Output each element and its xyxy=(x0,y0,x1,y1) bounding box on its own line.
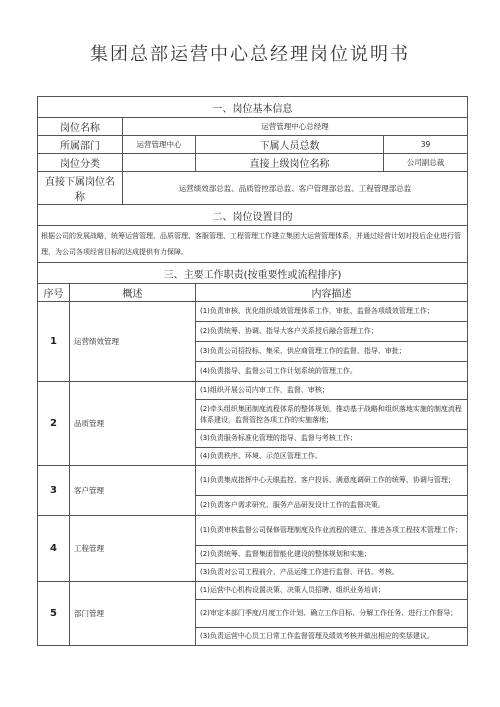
duty-description-item: (2)负责统筹、监督集团智能化建设的整体规划和实施； xyxy=(196,546,468,564)
duty-description-item: (4)负责秩序、环境、示范区管理工作。 xyxy=(196,448,468,466)
duty-description-item: (3)负责公司招投标、集采、供应商管理工作的监督、指导、审批； xyxy=(196,342,468,362)
page-title: 集团总部运营中心总经理岗位说明书 xyxy=(90,44,410,65)
duty-summary: 部门管理 xyxy=(70,582,196,646)
superior-label: 直接上级岗位名称 xyxy=(196,154,384,172)
duty-row xyxy=(38,582,468,600)
duty-number: 2 xyxy=(38,382,70,466)
section-duties-heading: 三、主要工作职责(按重要性或流程排序) xyxy=(38,263,468,284)
duty-description-item: (1)运营中心机构设置决策、决策人员招聘、组织业务培训； xyxy=(196,582,468,600)
column-summary-header: 概述 xyxy=(70,284,196,302)
duty-description-item: (1)负责集成指挥中心天眼监控、客户投诉、满意度调研工作的统筹、协调与管理； xyxy=(196,466,468,496)
duty-description-item: (2)负责客户需求研究、服务产品研发设计工作的监督决策。 xyxy=(196,496,468,516)
duty-description-item: (1)组织开展公司内审工作，监督、审核； xyxy=(196,382,468,400)
duty-description-item: (2)审定本部门季度/月度工作计划、确立工作目标、分解工作任务、进行工作督导； xyxy=(196,600,468,628)
column-description-header: 内容描述 xyxy=(196,284,468,302)
department-label: 所属部门 xyxy=(38,136,123,154)
duty-description-item: (2)牵头组织集团制度流程体系的整体规划，推动基于战略和组织落地实施的制度流程体系建设，监督管控各项工作的实施落地； xyxy=(196,400,468,430)
superior-value: 公司副总裁 xyxy=(384,154,468,172)
duty-description-item: (1)负责审核、优化组织绩效管理体系工作，审批、监督各项绩效管理工作； xyxy=(196,302,468,322)
section-purpose-heading: 二、岗位设置目的 xyxy=(38,205,468,226)
subordinates-label: 下属人员总数 xyxy=(196,136,384,154)
duty-summary: 品质管理 xyxy=(70,382,196,466)
duty-row xyxy=(38,516,468,546)
category-label: 岗位分类 xyxy=(38,154,123,172)
duty-summary: 运营绩效管理 xyxy=(70,302,196,382)
position-name-value: 运营管理中心总经理 xyxy=(123,118,468,136)
subordinates-value: 39 xyxy=(384,136,468,154)
subordinate-positions-value: 运营绩效部总监、品质管控部总监、客户管理部总监、工程管理部总监 xyxy=(123,172,468,205)
duty-description-item: (4)负责指导、监督公司工作计划系统的管理工作。 xyxy=(196,362,468,382)
duty-number: 1 xyxy=(38,302,70,382)
duty-row xyxy=(38,382,468,400)
duty-description-item: (3)负责运营中心员工日常工作监督管理及绩效考核并做出相应的奖惩建议。 xyxy=(196,628,468,646)
subordinate-positions-label: 直接下属岗位名称 xyxy=(38,172,123,205)
duty-description-item: (3)负责服务标准化管理的指导、监督与考核工作； xyxy=(196,430,468,448)
column-no-header: 序号 xyxy=(38,284,70,302)
duty-description-item: (1)负责审核监督公司保修管理制度及作业流程的建立，推进各项工程技术管理工作； xyxy=(196,516,468,546)
category-value xyxy=(123,154,196,172)
duty-description-item: (3)负责对公司工程前介、产品运维工作进行监督、评估、考核。 xyxy=(196,564,468,582)
duty-number: 3 xyxy=(38,466,70,516)
duty-row xyxy=(38,466,468,496)
duty-number: 5 xyxy=(38,582,70,646)
duty-row xyxy=(38,302,468,322)
duty-description-item: (2)负责统筹、协调、指导大客户关系授后融合管理工作； xyxy=(196,322,468,342)
job-description-table xyxy=(37,96,468,646)
section-basic-info-heading: 一、岗位基本信息 xyxy=(38,97,468,118)
duty-number: 4 xyxy=(38,516,70,582)
purpose-text: 根据公司的发展战略，统筹运营管理、品质管理、客服管理、工程管理工作建立集团大运营管理体系，并通过经营计划对投后企业进行管理，为公司各项经营目标的达成提供有力保障。 xyxy=(38,226,468,263)
department-value: 运营管理中心 xyxy=(123,136,196,154)
duty-summary: 工程管理 xyxy=(70,516,196,582)
duty-summary: 客户管理 xyxy=(70,466,196,516)
position-name-label: 岗位名称 xyxy=(38,118,123,136)
